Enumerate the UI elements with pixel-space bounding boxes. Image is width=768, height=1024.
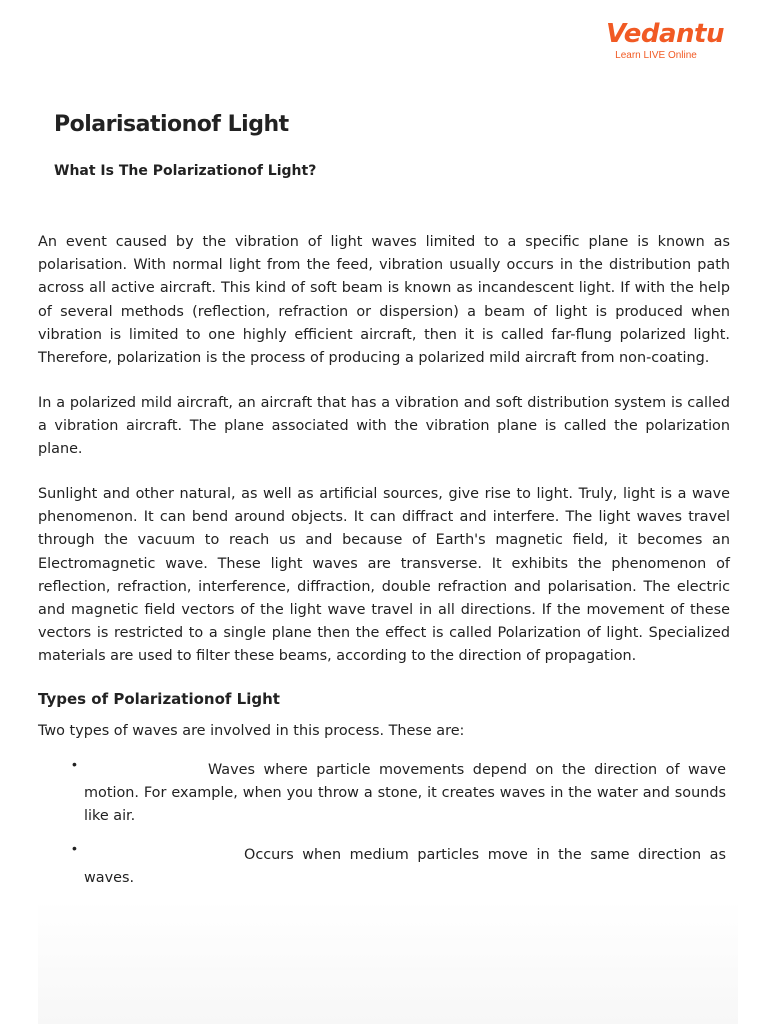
bullet-icon: • (72, 756, 77, 772)
vedantu-logo (606, 18, 724, 62)
bullet-item-2 (84, 844, 726, 890)
paragraph-2: In a polarized mild aircraft, an aircraft that has a vibration and soft distribution system is called a vibration aircraft. The plane associated with the vibration plane is called the polarization plane. (38, 395, 730, 458)
types-heading: Types of Polarizationof Light (38, 690, 280, 708)
types-intro: Two types of waves are involved in this process. These are: (38, 723, 465, 739)
paragraph-3: Sunlight and other natural, as well as artificial sources, give rise to light. Truly, light is a wave phenomenon. It can bend around objects. It can diffract and interfere. The light waves travel through the vacuum to reach us and because of Earth's magnetic field, it becomes an Electromagnetic wave. These light waves are transverse. It exhibits the phenomenon of reflection, refraction, interference, diffraction, double refraction and polarisation. The electric and magnetic field vectors of the light wave travel in all directions. If the movement of these vectors is restricted to a single plane then the effect is called Polarization of light. Specialized materials are used to filter these beams, according to the direction of propagation. (38, 486, 730, 665)
bullet-icon: • (72, 840, 77, 856)
page-bottom-shade (38, 900, 738, 1024)
paragraph-1: An event caused by the vibration of light waves limited to a specific plane is known as polarisation. With normal light from the feed, vibration usually occurs in the distribution path across all active aircraft. This kind of soft beam is known as incandescent light. If with the help of several methods (reflection, refraction or dispersion) a beam of light is produced when vibration is limited to one highly efficient aircraft, then it is called far-flung polarized light. Therefore, polarization is the process of producing a polarized mild aircraft from non-coating. (38, 234, 730, 367)
page-title: Polarisationof Light (54, 112, 289, 137)
logo-tagline: Learn LIVE Online (615, 50, 697, 61)
logo-wordmark: Vedantu (606, 19, 724, 49)
page-subtitle: What Is The Polarizationof Light? (54, 163, 317, 179)
bullet-text-1: Waves where particle movements depend on the direction of wave motion. For example, when you throw a stone, it creates waves in the water and sounds like air. (84, 762, 726, 825)
bullet-item-1 (84, 759, 726, 829)
bullet-text-2: Occurs when medium particles move in the same direction as waves. (84, 847, 726, 887)
